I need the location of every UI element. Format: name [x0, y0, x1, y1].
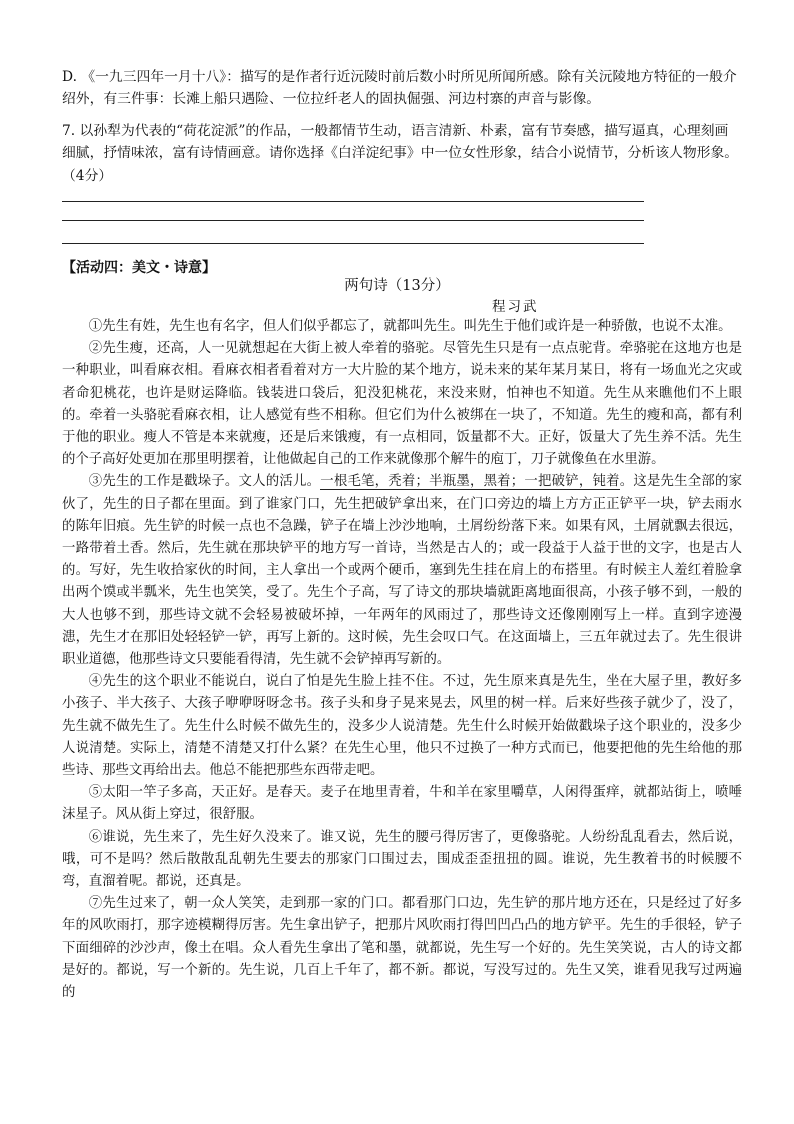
question-7-block — [62, 120, 742, 187]
paragraph-1: ①先生有姓，先生也有名字，但人们似乎都忘了，就都叫先生。叫先生于他们或许是一种骄傲，也说不太准。 — [88, 319, 732, 334]
answer-line-2[interactable] — [62, 220, 644, 221]
answer-line-1[interactable] — [62, 201, 644, 202]
paragraph-3-lead: ③先生的工作是戳垛子。文人的活儿。 — [88, 474, 321, 490]
paragraph-3 — [62, 471, 742, 671]
answer-line-3[interactable] — [62, 243, 644, 244]
article-author: 程习武 — [492, 299, 539, 315]
article-title: 两句诗（13分） — [344, 278, 450, 294]
paragraph-2: ②先生瘦，还高，人一见就想起在大街上被人牵着的骆驼。尽管先生只是有一点点驼背。牵骆驼在这地方也是一种职业，叫看麻衣相。看麻衣相者看着对方一大片脸的某个地方，说未来的某年某月某日，将有一场血光之灾或者命犯桃花，也许是财运降临。钱装进口袋后，犯没犯桃花，来没来财，怕神也不知道。先生从来瞧他们不上眼的。牵着一头骆驼看麻衣相，让人感觉有些不相称。但它们为什么被绑在一块了，不知道。先生的瘦和高，都有利于他的职业。瘦人不管是本来就瘦，还是后来饿瘦，有一点相同，饭量都不大。正好，饭量大了先生养不活。先生的个子高好处更加在那里明摆着，让他做起自己的工作来就像那个解牛的庖丁，刀子就像鱼在水里游。 — [62, 341, 742, 468]
paragraph-3-underlined: 一根毛笔，秃着；半瓶墨，黑着；一把破铲，钝着 — [320, 474, 620, 490]
question-d-text: D. 《一九三四年一月十八》：描写的是作者行近沅陵时前后数小时所见所闻所感。除有关沅陵地方特征的一般介绍外，有三件事：长滩上船只遇险、一位拉纤老人的固执倔强、河边村寨的声音与影像。 — [62, 69, 737, 108]
paragraph-3-rest: 。这是先生全部的家伙了，先生的日子都在里面。到了谁家门口，先生把破铲拿出来，在门口旁边的墙上方方正正铲平一块，铲去雨水的陈年旧痕。先生铲的时候一点也不急躁，铲子在墙上沙沙地响，土屑纷纷落下来。如果有风，土屑就飘去很远，一路带着土香。然后，先生就在那块铲平的地方写一首诗，当然是古人的；或一段益于人益于世的文字，也是古人的。写好，先生收拾家伙的时间，主人拿出一个或两个硬币，塞到先生挂在肩上的布搭里。有时候主人羞红着脸拿出两个馍或半瓢米，先生也笑笑，受了。先生个子高，写了诗文的那块墙就距离地面很高，小孩子够不到，一般的大人也够不到，那些诗文就不会轻易被破坏掉，一年两年的风雨过了，那些诗文还像刚刚写上一样。直到字迹漫漶，先生才在那旧处轻轻铲一铲，再写上新的。这时候，先生会叹口气。在这面墙上，三五年就过去了。先生很讲职业道德，他那些诗文只要能看得清，先生就不会铲掉再写新的。 — [62, 474, 743, 668]
paragraph-6: ⑥谁说，先生来了，先生好久没来了。谁又说，先生的腰弓得厉害了，更像骆驼。人纷纷乱乱看去，然后说，哦，可不是吗？然后散散乱乱朝先生要去的那家门口围过去，围成歪歪扭扭的圆。谁说，先生教着书的时候腰不弯，直溜着呢。都说，还真是。 — [62, 829, 742, 890]
section-heading: 【活动四：美文・诗意】 — [62, 260, 216, 276]
question-d-block — [62, 66, 742, 111]
paragraph-4: ④先生的这个职业不能说白，说白了怕是先生脸上挂不住。不过，先生原来真是先生，坐在大屋子里，教好多小孩子、半大孩子、大孩子咿咿呀呀念书。孩子头和身子晃来晃去，风里的树一样。后来好些孩子就少了，没了，先生就不做先生了。先生什么时候不做先生的，没多少人说清楚。先生什么时候开始做戳垛子这个职业的，没多少人说清楚。实际上，清楚不清楚又打什么紧？在先生心里，他只不过换了一种方式而已，他要把他的先生给他的那些诗、那些文再给出去。他总不能把那些东西带走吧。 — [62, 674, 742, 779]
paragraph-5: ⑤太阳一竿子多高，天正好。是春天。麦子在地里青着，牛和羊在家里嚼草，人闲得蛋痒，就都站街上，喷唾沫星子。风从街上穿过，很舒服。 — [62, 785, 742, 823]
question-7-text: 7. 以孙犁为代表的“荷花淀派”的作品，一般都情节生动，语言清新、朴素，富有节奏感，描写逼真，心理刻画细腻，抒情味浓，富有诗情画意。请你选择《白洋淀纪事》中一位女性形象，结合小说情节，分析该人物形象。（4分） — [62, 123, 739, 184]
paragraph-7: ⑦先生过来了，朝一众人笑笑，走到那一家的门口。都看那门口边，先生铲的那片地方还在，只是经过了好多年的风吹雨打，那字迹模糊得厉害。先生拿出铲子，把那片风吹雨打得凹凹凸凸的地方铲平。先生的手很轻，铲子下面细碎的沙沙声，像土在唱。众人看先生拿出了笔和墨，就都说，先生写一个好的。先生笑笑说，古人的诗文都是好的。都说，写一个新的。先生说，几百上千年了，都不新。都说，写没写过的。先生又笑，谁看见我写过两遍的 — [62, 896, 742, 1001]
article-body — [62, 316, 742, 1004]
